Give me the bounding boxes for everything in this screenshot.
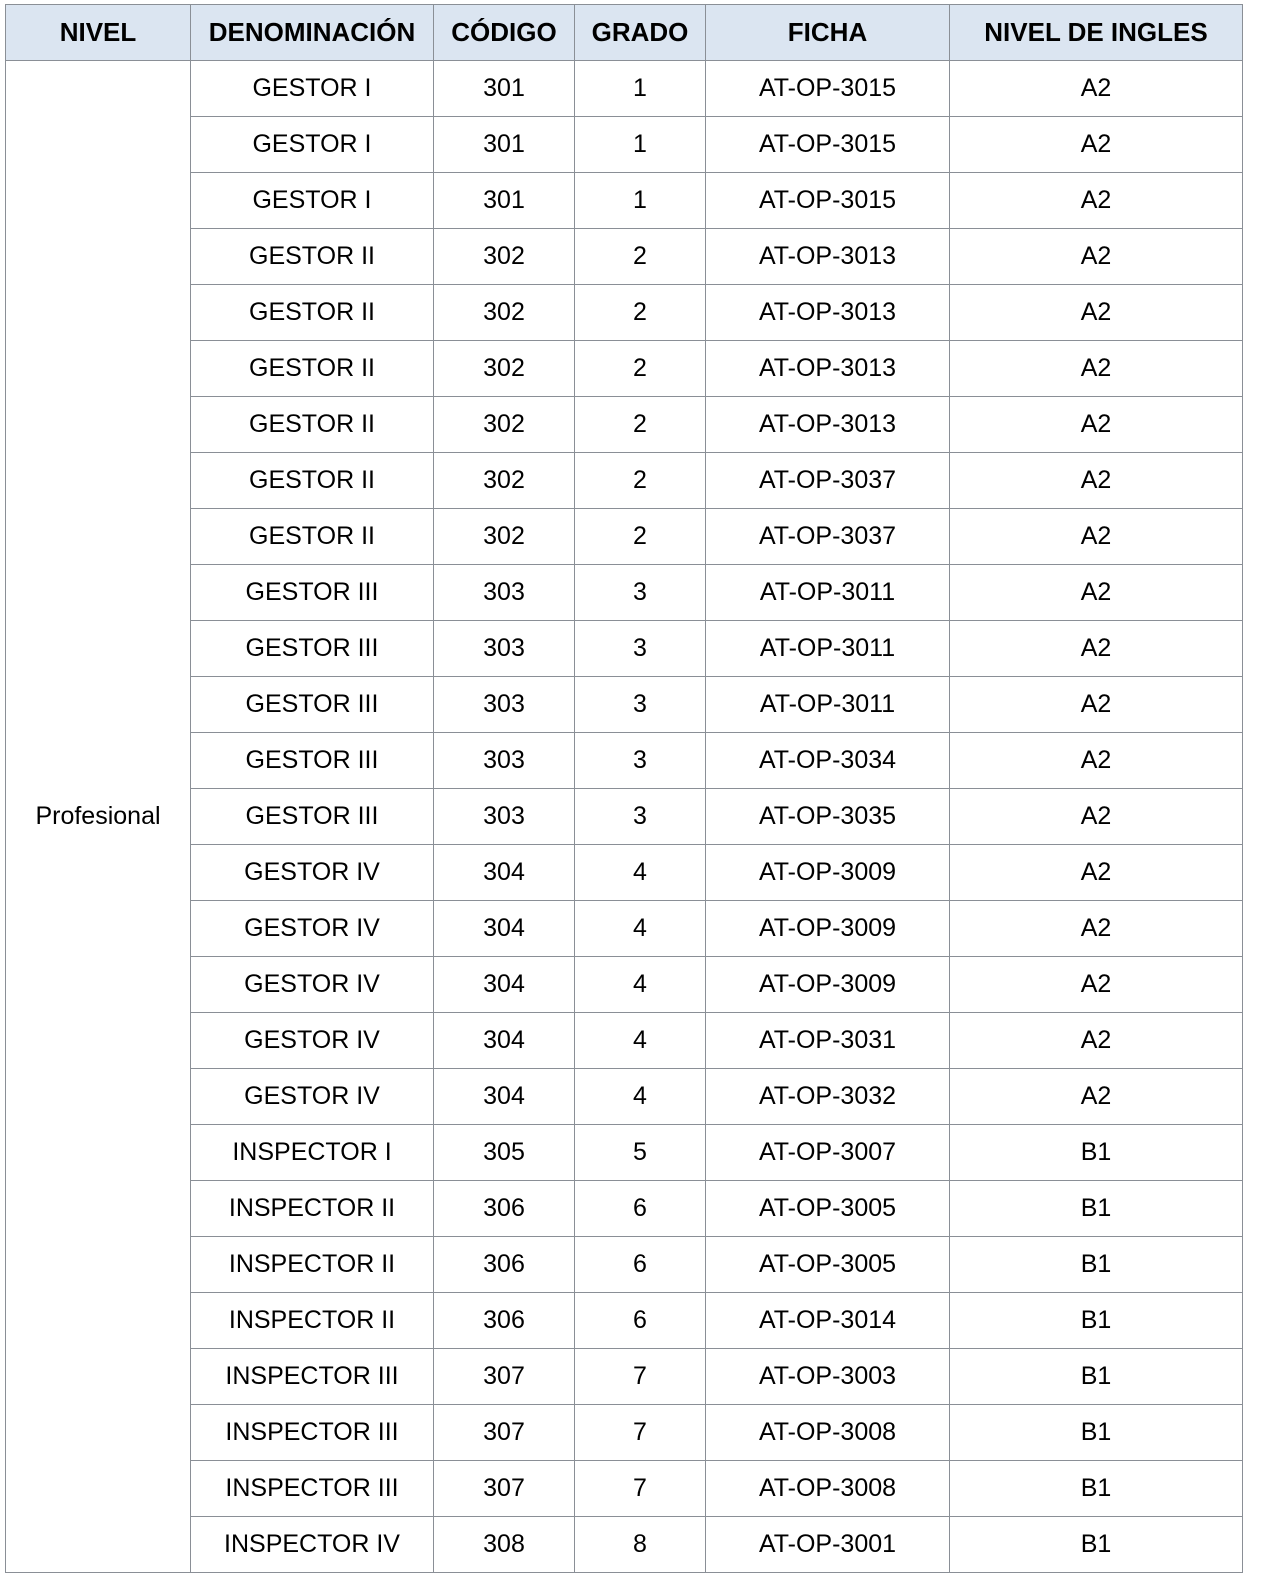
table-row (6, 173, 1243, 229)
denominacion-cell: GESTOR II (191, 285, 434, 341)
ficha-cell: AT-OP-3032 (706, 1069, 950, 1125)
codigo-cell: 303 (434, 565, 575, 621)
ficha-cell: AT-OP-3035 (706, 789, 950, 845)
nivel-ingles-cell: A2 (950, 677, 1243, 733)
denominacion-cell: GESTOR I (191, 173, 434, 229)
ficha-cell: AT-OP-3037 (706, 453, 950, 509)
codigo-cell: 303 (434, 621, 575, 677)
codigo-cell: 302 (434, 453, 575, 509)
table-row (6, 117, 1243, 173)
grado-cell: 1 (575, 117, 706, 173)
codigo-cell: 304 (434, 957, 575, 1013)
grado-cell: 3 (575, 565, 706, 621)
denominacion-cell: GESTOR II (191, 453, 434, 509)
codigo-cell: 302 (434, 509, 575, 565)
header-nivel-ingles: NIVEL DE INGLES (950, 5, 1243, 61)
grado-cell: 8 (575, 1517, 706, 1573)
nivel-ingles-cell: A2 (950, 173, 1243, 229)
codigo-cell: 303 (434, 789, 575, 845)
nivel-ingles-cell: A2 (950, 789, 1243, 845)
table-row (6, 1517, 1243, 1573)
nivel-ingles-cell: A2 (950, 117, 1243, 173)
table-row (6, 61, 1243, 117)
header-codigo: CÓDIGO (434, 5, 575, 61)
nivel-ingles-cell: A2 (950, 901, 1243, 957)
codigo-cell: 306 (434, 1293, 575, 1349)
codigo-cell: 308 (434, 1517, 575, 1573)
nivel-ingles-cell: B1 (950, 1181, 1243, 1237)
nivel-ingles-cell: A2 (950, 733, 1243, 789)
ficha-cell: AT-OP-3013 (706, 285, 950, 341)
grado-cell: 2 (575, 341, 706, 397)
denominacion-cell: GESTOR IV (191, 901, 434, 957)
nivel-ingles-cell: A2 (950, 621, 1243, 677)
denominacion-cell: GESTOR IV (191, 957, 434, 1013)
nivel-ingles-cell: A2 (950, 285, 1243, 341)
grado-cell: 3 (575, 733, 706, 789)
ficha-cell: AT-OP-3034 (706, 733, 950, 789)
denominacion-cell: GESTOR I (191, 61, 434, 117)
nivel-ingles-cell: A2 (950, 509, 1243, 565)
ficha-cell: AT-OP-3015 (706, 117, 950, 173)
ficha-cell: AT-OP-3013 (706, 341, 950, 397)
table-row (6, 1461, 1243, 1517)
grado-cell: 3 (575, 621, 706, 677)
denominacion-cell: GESTOR III (191, 733, 434, 789)
ficha-cell: AT-OP-3014 (706, 1293, 950, 1349)
table-row (6, 1349, 1243, 1405)
ficha-cell: AT-OP-3037 (706, 509, 950, 565)
denominacion-cell: INSPECTOR III (191, 1405, 434, 1461)
nivel-ingles-cell: A2 (950, 1013, 1243, 1069)
grado-cell: 2 (575, 397, 706, 453)
table-row (6, 341, 1243, 397)
codigo-cell: 304 (434, 845, 575, 901)
table-row (6, 789, 1243, 845)
ficha-cell: AT-OP-3015 (706, 61, 950, 117)
nivel-ingles-cell: A2 (950, 229, 1243, 285)
table-row (6, 509, 1243, 565)
table-row (6, 565, 1243, 621)
grado-cell: 7 (575, 1405, 706, 1461)
nivel-ingles-cell: B1 (950, 1405, 1243, 1461)
table-row (6, 229, 1243, 285)
codigo-cell: 301 (434, 117, 575, 173)
table-row (6, 1069, 1243, 1125)
grado-cell: 4 (575, 901, 706, 957)
table-row (6, 901, 1243, 957)
grado-cell: 5 (575, 1125, 706, 1181)
table-row (6, 1405, 1243, 1461)
table-row (6, 1181, 1243, 1237)
codigo-cell: 303 (434, 733, 575, 789)
denominacion-cell: GESTOR III (191, 565, 434, 621)
denominacion-cell: INSPECTOR III (191, 1349, 434, 1405)
codigo-cell: 301 (434, 61, 575, 117)
nivel-ingles-cell: B1 (950, 1349, 1243, 1405)
ficha-cell: AT-OP-3015 (706, 173, 950, 229)
header-grado: GRADO (575, 5, 706, 61)
denominacion-cell: INSPECTOR II (191, 1237, 434, 1293)
denominacion-cell: INSPECTOR II (191, 1293, 434, 1349)
table-row (6, 285, 1243, 341)
codigo-cell: 307 (434, 1349, 575, 1405)
nivel-ingles-cell: B1 (950, 1125, 1243, 1181)
nivel-ingles-cell: B1 (950, 1293, 1243, 1349)
denominacion-cell: INSPECTOR I (191, 1125, 434, 1181)
denominacion-cell: INSPECTOR IV (191, 1517, 434, 1573)
nivel-ingles-cell: B1 (950, 1237, 1243, 1293)
ficha-cell: AT-OP-3013 (706, 397, 950, 453)
table-row (6, 677, 1243, 733)
ficha-cell: AT-OP-3011 (706, 677, 950, 733)
ficha-cell: AT-OP-3005 (706, 1181, 950, 1237)
codigo-cell: 303 (434, 677, 575, 733)
codigo-cell: 307 (434, 1405, 575, 1461)
nivel-ingles-cell: B1 (950, 1461, 1243, 1517)
ficha-cell: AT-OP-3009 (706, 901, 950, 957)
denominacion-cell: GESTOR II (191, 229, 434, 285)
ficha-cell: AT-OP-3007 (706, 1125, 950, 1181)
nivel-ingles-cell: A2 (950, 397, 1243, 453)
grado-cell: 4 (575, 957, 706, 1013)
denominacion-cell: GESTOR IV (191, 1013, 434, 1069)
ficha-cell: AT-OP-3011 (706, 621, 950, 677)
codigo-cell: 302 (434, 285, 575, 341)
table-row (6, 845, 1243, 901)
nivel-ingles-cell: A2 (950, 565, 1243, 621)
table-row (6, 621, 1243, 677)
denominacion-cell: GESTOR III (191, 621, 434, 677)
ficha-cell: AT-OP-3003 (706, 1349, 950, 1405)
table-row (6, 1293, 1243, 1349)
denominacion-cell: GESTOR II (191, 397, 434, 453)
ficha-cell: AT-OP-3013 (706, 229, 950, 285)
nivel-ingles-cell: A2 (950, 1069, 1243, 1125)
denominacion-cell: INSPECTOR II (191, 1181, 434, 1237)
grado-cell: 2 (575, 453, 706, 509)
ficha-cell: AT-OP-3008 (706, 1405, 950, 1461)
ficha-cell: AT-OP-3008 (706, 1461, 950, 1517)
table-row (6, 397, 1243, 453)
grado-cell: 3 (575, 677, 706, 733)
table-row (6, 453, 1243, 509)
denominacion-cell: GESTOR III (191, 677, 434, 733)
table-row (6, 957, 1243, 1013)
codigo-cell: 306 (434, 1237, 575, 1293)
header-row (6, 5, 1243, 61)
codigo-cell: 302 (434, 397, 575, 453)
grado-cell: 2 (575, 285, 706, 341)
nivel-ingles-cell: A2 (950, 61, 1243, 117)
table-row (6, 1237, 1243, 1293)
table-header (6, 5, 1243, 61)
grado-cell: 6 (575, 1237, 706, 1293)
denominacion-cell: GESTOR III (191, 789, 434, 845)
header-ficha: FICHA (706, 5, 950, 61)
denominacion-cell: GESTOR II (191, 509, 434, 565)
header-denominacion: DENOMINACIÓN (191, 5, 434, 61)
denominacion-cell: INSPECTOR III (191, 1461, 434, 1517)
codigo-cell: 307 (434, 1461, 575, 1517)
grado-cell: 4 (575, 1069, 706, 1125)
grado-cell: 7 (575, 1461, 706, 1517)
positions-table (5, 4, 1243, 1573)
codigo-cell: 305 (434, 1125, 575, 1181)
denominacion-cell: GESTOR I (191, 117, 434, 173)
table-row (6, 1125, 1243, 1181)
ficha-cell: AT-OP-3005 (706, 1237, 950, 1293)
grado-cell: 4 (575, 1013, 706, 1069)
codigo-cell: 304 (434, 1013, 575, 1069)
grado-cell: 7 (575, 1349, 706, 1405)
ficha-cell: AT-OP-3031 (706, 1013, 950, 1069)
ficha-cell: AT-OP-3009 (706, 845, 950, 901)
nivel-cell: Profesional (6, 61, 191, 1573)
grado-cell: 1 (575, 173, 706, 229)
codigo-cell: 302 (434, 341, 575, 397)
denominacion-cell: GESTOR IV (191, 845, 434, 901)
table-row (6, 1013, 1243, 1069)
denominacion-cell: GESTOR IV (191, 1069, 434, 1125)
grado-cell: 2 (575, 509, 706, 565)
grado-cell: 3 (575, 789, 706, 845)
codigo-cell: 304 (434, 1069, 575, 1125)
table-row (6, 733, 1243, 789)
table-body (6, 61, 1243, 1573)
nivel-ingles-cell: A2 (950, 957, 1243, 1013)
ficha-cell: AT-OP-3009 (706, 957, 950, 1013)
grado-cell: 6 (575, 1181, 706, 1237)
nivel-ingles-cell: A2 (950, 341, 1243, 397)
grado-cell: 4 (575, 845, 706, 901)
nivel-ingles-cell: A2 (950, 453, 1243, 509)
codigo-cell: 304 (434, 901, 575, 957)
grado-cell: 6 (575, 1293, 706, 1349)
nivel-ingles-cell: B1 (950, 1517, 1243, 1573)
codigo-cell: 302 (434, 229, 575, 285)
grado-cell: 2 (575, 229, 706, 285)
header-nivel: NIVEL (6, 5, 191, 61)
codigo-cell: 301 (434, 173, 575, 229)
ficha-cell: AT-OP-3001 (706, 1517, 950, 1573)
denominacion-cell: GESTOR II (191, 341, 434, 397)
codigo-cell: 306 (434, 1181, 575, 1237)
nivel-ingles-cell: A2 (950, 845, 1243, 901)
ficha-cell: AT-OP-3011 (706, 565, 950, 621)
grado-cell: 1 (575, 61, 706, 117)
